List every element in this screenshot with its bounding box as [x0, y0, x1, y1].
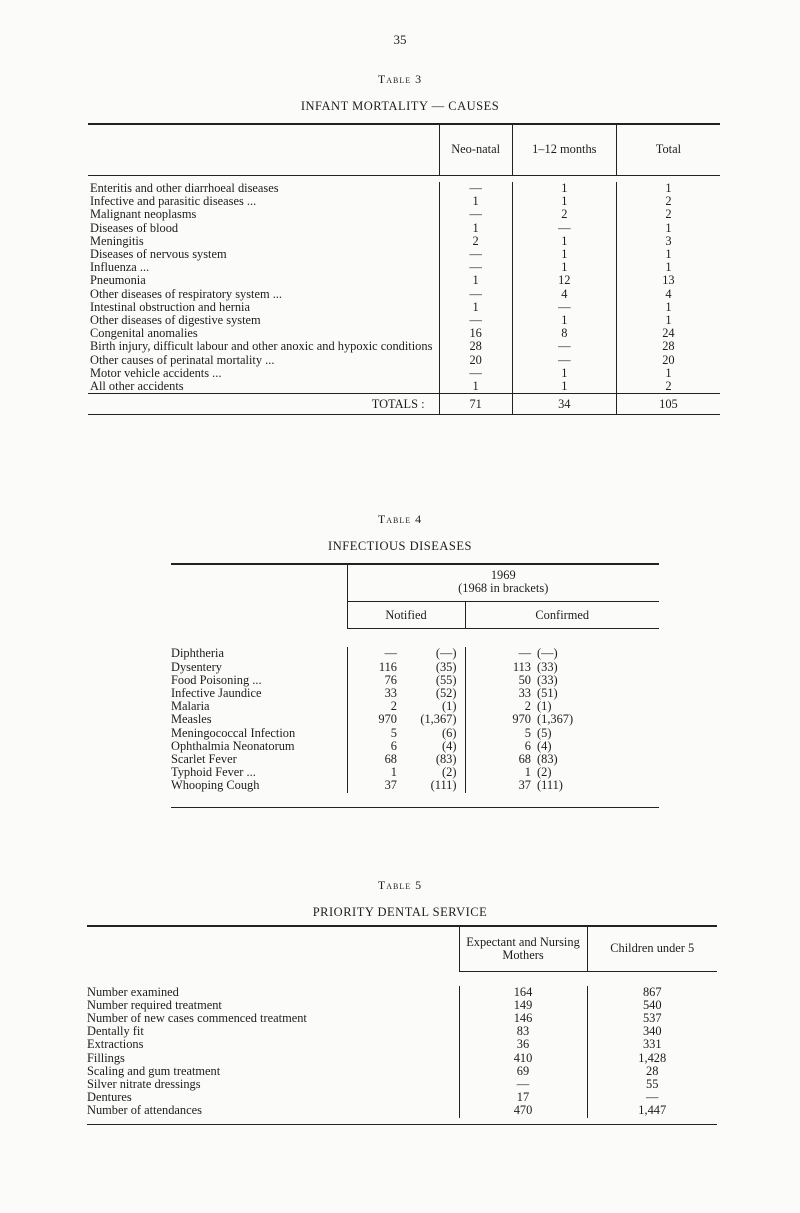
table-row	[87, 1052, 717, 1065]
total-cell: 1	[616, 248, 720, 261]
cause-cell: Intestinal obstruction and hernia	[90, 299, 251, 314]
months-cell: —	[512, 354, 616, 367]
mothers-cell: 69	[459, 1065, 587, 1078]
item-cell: Dentally fit	[87, 1024, 144, 1039]
disease-cell: Food Poisoning ...	[171, 672, 262, 687]
table-row	[171, 713, 659, 726]
table3-caption: Table 3	[377, 72, 423, 86]
neonatal-cell: 1	[439, 301, 512, 314]
notified-cell: 6	[347, 740, 397, 753]
totals-total: 105	[616, 394, 720, 415]
table-row	[171, 687, 659, 700]
cause-cell: Enteritis and other diarrhoeal diseases	[90, 181, 279, 195]
notified-prev-cell: (52)	[435, 686, 457, 701]
table-row	[171, 700, 659, 713]
table4-header-year: 1969	[347, 564, 659, 582]
item-cell: Number examined	[87, 984, 179, 999]
confirmed-cell: 1	[465, 766, 531, 779]
months-cell: 1	[512, 235, 616, 248]
table4-spacer-bottom-cell	[171, 793, 659, 808]
notified-cell: 1	[347, 766, 397, 779]
confirmed-prev-cell: (2)	[537, 765, 552, 780]
confirmed-prev-cell: (1)	[537, 699, 552, 714]
table-row	[88, 288, 720, 301]
months-cell: 1	[512, 248, 616, 261]
table-row	[87, 1025, 717, 1038]
notified-cell: 116	[347, 661, 397, 674]
cause-cell: Influenza ...	[90, 260, 150, 275]
confirmed-prev-cell: (1,367)	[537, 712, 574, 727]
totals-months: 34	[512, 394, 616, 415]
table4-header-year-sub: (1968 in brackets)	[347, 582, 659, 602]
confirmed-cell: 37	[465, 779, 531, 792]
cause-cell: Other diseases of respiratory system ...	[90, 286, 283, 301]
disease-cell: Infective Jaundice	[171, 686, 262, 701]
table5-header-children: Children under 5	[587, 926, 717, 971]
confirmed-prev-cell: (4)	[537, 738, 552, 753]
total-cell: 1	[616, 182, 720, 195]
disease-cell: Dysentery	[171, 659, 222, 674]
mothers-cell: 17	[459, 1091, 587, 1104]
table5-body	[87, 971, 717, 1124]
neonatal-cell: —	[439, 248, 512, 261]
neonatal-cell: —	[439, 208, 512, 221]
months-cell: 1	[512, 380, 616, 394]
notified-prev-cell: (1,367)	[420, 712, 457, 727]
months-cell: 1	[512, 261, 616, 274]
table4-spacer	[171, 629, 659, 648]
notified-cell: 2	[347, 700, 397, 713]
confirmed-cell: 113	[465, 661, 531, 674]
neonatal-cell: —	[439, 314, 512, 327]
table5-spacer-cell	[87, 971, 717, 986]
total-cell: 2	[616, 195, 720, 208]
cause-cell: Malignant neoplasms	[90, 207, 197, 222]
neonatal-cell: —	[439, 367, 512, 380]
priority-dental-table	[87, 925, 717, 1125]
table4-spacer-bottom	[171, 793, 659, 808]
total-cell: 24	[616, 327, 720, 340]
table3-header-total: Total	[616, 124, 720, 176]
confirmed-cell: 6	[465, 740, 531, 753]
item-cell: Fillings	[87, 1050, 125, 1065]
neonatal-cell: —	[439, 288, 512, 301]
confirmed-cell: 5	[465, 727, 531, 740]
table-row	[88, 340, 720, 353]
children-cell: 867	[587, 986, 717, 999]
mothers-cell: —	[459, 1078, 587, 1091]
infectious-diseases-table	[171, 563, 659, 808]
neonatal-cell: 20	[439, 354, 512, 367]
total-cell: 4	[616, 288, 720, 301]
total-cell: 28	[616, 340, 720, 353]
notified-cell: —	[347, 647, 397, 660]
cause-cell: Other causes of perinatal mortality ...	[90, 352, 275, 367]
table-row	[88, 222, 720, 235]
notified-prev-cell: (111)	[430, 778, 457, 793]
page-number: 35	[393, 32, 407, 47]
notified-cell: 5	[347, 727, 397, 740]
table4-header-notified: Notified	[347, 602, 465, 629]
table-row	[171, 779, 659, 792]
item-cell: Number of new cases commenced treatment	[87, 1010, 307, 1025]
neonatal-cell: 1	[439, 380, 512, 394]
notified-prev-cell: (—)	[435, 646, 457, 661]
mothers-cell: 410	[459, 1052, 587, 1065]
confirmed-cell: 2	[465, 700, 531, 713]
confirmed-cell: 68	[465, 753, 531, 766]
mothers-cell: 146	[459, 1012, 587, 1025]
disease-cell: Typhoid Fever ...	[171, 765, 256, 780]
cause-cell: Birth injury, difficult labour and other anoxic and hypoxic conditions	[90, 339, 433, 354]
table5-header-item	[87, 926, 459, 971]
table-row	[87, 1078, 717, 1091]
cause-cell: Other diseases of digestive system	[90, 313, 261, 328]
neonatal-cell: —	[439, 261, 512, 274]
table3-body	[88, 176, 720, 415]
table-row	[88, 248, 720, 261]
totals-label: TOTALS :	[88, 394, 439, 415]
notified-cell: 970	[347, 713, 397, 726]
cause-cell: Pneumonia	[90, 273, 146, 288]
table-row	[88, 208, 720, 221]
notified-cell: 33	[347, 687, 397, 700]
table5-caption: Table 5	[377, 878, 423, 892]
confirmed-cell: 50	[465, 674, 531, 687]
mothers-cell: 164	[459, 986, 587, 999]
table4-spacer-cell	[171, 629, 659, 648]
notified-prev-cell: (35)	[435, 659, 457, 674]
children-cell: 1,428	[587, 1052, 717, 1065]
neonatal-cell: 1	[439, 195, 512, 208]
notified-cell: 76	[347, 674, 397, 687]
item-cell: Scaling and gum treatment	[87, 1063, 221, 1078]
months-cell: 8	[512, 327, 616, 340]
mothers-cell: 149	[459, 999, 587, 1012]
confirmed-cell: —	[465, 647, 531, 660]
children-cell: 340	[587, 1025, 717, 1038]
table-row	[171, 740, 659, 753]
total-cell: 1	[616, 367, 720, 380]
table4-header-confirmed: Confirmed	[465, 602, 659, 629]
table-row	[88, 380, 720, 394]
children-cell: —	[587, 1091, 717, 1104]
table5-header-mothers: Expectant and Nursing Mothers	[459, 926, 587, 971]
neonatal-cell: —	[439, 182, 512, 195]
disease-cell: Malaria	[171, 699, 210, 714]
months-cell: 2	[512, 208, 616, 221]
table5-spacer	[87, 971, 717, 986]
table-row	[88, 261, 720, 274]
total-cell: 1	[616, 261, 720, 274]
disease-cell: Meningococcal Infection	[171, 725, 296, 740]
table-row	[87, 1065, 717, 1078]
table-row	[171, 727, 659, 740]
confirmed-prev-cell: (—)	[537, 646, 558, 661]
neonatal-cell: 28	[439, 340, 512, 353]
notified-prev-cell: (1)	[442, 699, 457, 714]
cause-cell: Diseases of nervous system	[90, 247, 227, 262]
mothers-cell: 36	[459, 1038, 587, 1051]
children-cell: 55	[587, 1078, 717, 1091]
table-row	[87, 999, 717, 1012]
total-cell: 2	[616, 380, 720, 394]
months-cell: 12	[512, 274, 616, 287]
table-row	[87, 986, 717, 999]
table4-caption: Table 4	[377, 512, 423, 526]
table-row	[87, 1104, 717, 1117]
table-row	[88, 354, 720, 367]
children-cell: 331	[587, 1038, 717, 1051]
disease-cell: Diphtheria	[171, 646, 224, 661]
table-row	[88, 274, 720, 287]
disease-cell: Scarlet Fever	[171, 752, 237, 767]
table3-heading: INFANT MORTALITY — CAUSES	[300, 99, 500, 113]
cause-cell: Motor vehicle accidents ...	[90, 365, 222, 380]
months-cell: 1	[512, 182, 616, 195]
confirmed-prev-cell: (83)	[537, 752, 558, 767]
months-cell: —	[512, 222, 616, 235]
confirmed-cell: 970	[465, 713, 531, 726]
children-cell: 28	[587, 1065, 717, 1078]
confirmed-prev-cell: (111)	[537, 778, 563, 793]
table3-header-neonatal: Neo-natal	[439, 124, 512, 176]
totals-neonatal: 71	[439, 394, 512, 415]
totals-row	[88, 394, 720, 415]
confirmed-prev-cell: (33)	[537, 659, 558, 674]
total-cell: 1	[616, 222, 720, 235]
table-row	[171, 661, 659, 674]
table5-heading: PRIORITY DENTAL SERVICE	[312, 905, 488, 919]
notified-cell: 68	[347, 753, 397, 766]
table3-header-months: 1–12 months	[512, 124, 616, 176]
cause-cell: Infective and parasitic diseases ...	[90, 194, 257, 209]
item-cell: Extractions	[87, 1037, 144, 1052]
neonatal-cell: 1	[439, 222, 512, 235]
total-cell: 1	[616, 314, 720, 327]
cause-cell: Congenital anomalies	[90, 326, 198, 341]
table-row	[87, 1038, 717, 1051]
table4-heading: INFECTIOUS DISEASES	[328, 539, 472, 553]
total-cell: 3	[616, 235, 720, 248]
months-cell: 1	[512, 367, 616, 380]
months-cell: 4	[512, 288, 616, 301]
months-cell: —	[512, 301, 616, 314]
infant-mortality-table	[88, 123, 720, 415]
disease-cell: Ophthalmia Neonatorum	[171, 738, 295, 753]
confirmed-prev-cell: (5)	[537, 725, 552, 740]
cause-cell: All other accidents	[90, 379, 184, 394]
total-cell: 1	[616, 301, 720, 314]
confirmed-cell: 33	[465, 687, 531, 700]
months-cell: 1	[512, 195, 616, 208]
notified-prev-cell: (55)	[435, 672, 457, 687]
table-row	[171, 647, 659, 660]
children-cell: 537	[587, 1012, 717, 1025]
item-cell: Silver nitrate dressings	[87, 1076, 201, 1091]
neonatal-cell: 2	[439, 235, 512, 248]
total-cell: 13	[616, 274, 720, 287]
notified-prev-cell: (6)	[442, 725, 457, 740]
months-cell: 1	[512, 314, 616, 327]
notified-cell: 37	[347, 779, 397, 792]
confirmed-prev-cell: (33)	[537, 672, 558, 687]
disease-cell: Whooping Cough	[171, 778, 260, 793]
item-cell: Dentures	[87, 1090, 132, 1105]
total-cell: 20	[616, 354, 720, 367]
table-row	[87, 1012, 717, 1025]
confirmed-prev-cell: (51)	[537, 686, 558, 701]
item-cell: Number of attendances	[87, 1103, 202, 1118]
disease-cell: Measles	[171, 712, 212, 727]
table5-spacer-bottom-cell	[87, 1118, 717, 1125]
months-cell: —	[512, 340, 616, 353]
table4-body	[171, 629, 659, 807]
cause-cell: Diseases of blood	[90, 220, 179, 235]
mothers-cell: 470	[459, 1104, 587, 1117]
children-cell: 1,447	[587, 1104, 717, 1117]
table3-header-cause	[88, 124, 439, 176]
children-cell: 540	[587, 999, 717, 1012]
notified-prev-cell: (2)	[442, 765, 457, 780]
table5-spacer-bottom	[87, 1118, 717, 1125]
item-cell: Number required treatment	[87, 997, 222, 1012]
cause-cell: Meningitis	[90, 233, 144, 248]
notified-prev-cell: (83)	[435, 752, 457, 767]
notified-prev-cell: (4)	[442, 738, 457, 753]
neonatal-cell: 16	[439, 327, 512, 340]
mothers-cell: 83	[459, 1025, 587, 1038]
total-cell: 2	[616, 208, 720, 221]
table4-header-disease	[171, 564, 347, 629]
neonatal-cell: 1	[439, 274, 512, 287]
